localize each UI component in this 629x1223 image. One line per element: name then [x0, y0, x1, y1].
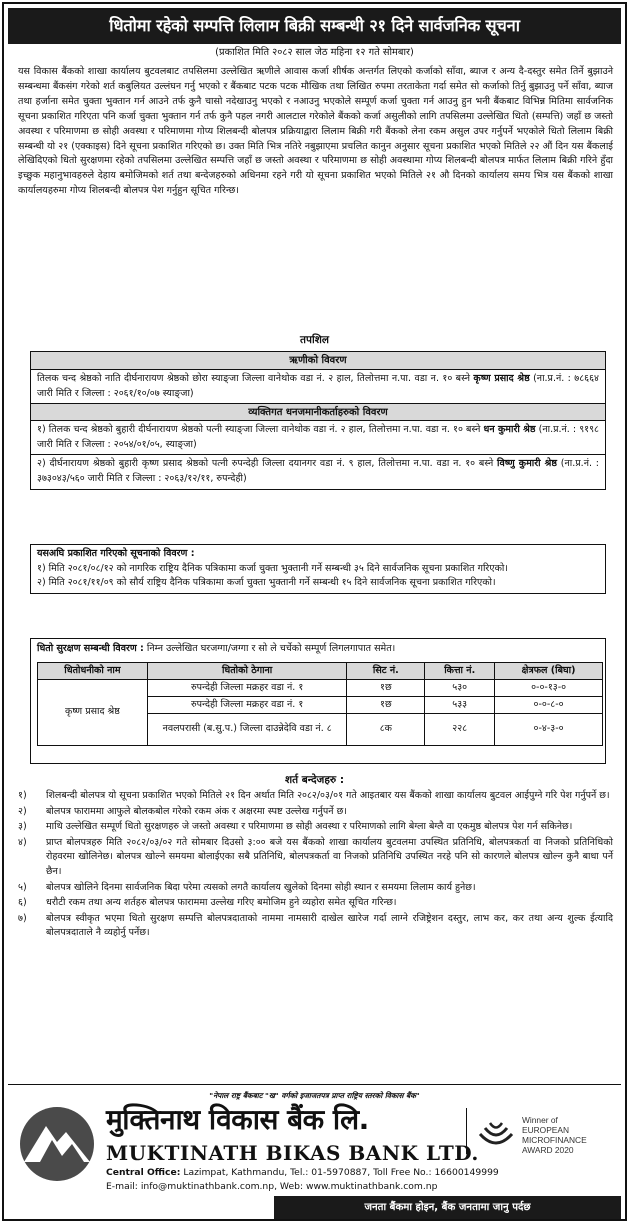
central-office-text: Lazimpat, Kathmandu, Tel.: 01-5970887, Toll Free No.: 16600149999	[180, 1167, 499, 1178]
col-owner: धितोधनीको नाम	[38, 663, 148, 680]
list-item	[18, 805, 613, 820]
col-area: क्षेत्रफल (बिघा)	[495, 663, 603, 680]
previous-notice-details	[31, 545, 605, 593]
guarantor-1-text: १) तिलक चन्द श्रेष्ठको बुहारी दीर्घनारायण श्रेष्ठको पत्नी स्याङ्जा जिल्ला वानेथोक वडा नं. २ हाल, तिलोत्तमा न.पा. वडा न. १० बस्ने	[37, 424, 484, 436]
security-table-header	[38, 663, 603, 680]
award-line-3: MICROFINANCE	[522, 1135, 587, 1145]
list-item	[18, 820, 613, 835]
intro-paragraph: यस विकास बैंकको शाखा कार्यालय बुटवलबाट तपसिलमा उल्लेखित ऋणीले आवास कर्जा शीर्षक अन्तर्गत लिएको कर्जाको साँवा, ब्याज र अन्य दै-दस्तुर समेत तिर्ने बुझाउने सम्बन्धमा बैंकसंग गरेको शर्त कबुलियत उल्लंघन गर्नु भएको र बैंकबाट पटक पटक मौखिक तथा लिखित रुपमा तरताकेता गर्दा समेत सो कर्जाको तिर्नु बुझाउनु पर्ने साँवा, ब्याज तथा हर्जाना समेत चुक्ता भुक्तान गर्न आउने तर्फ कुनै चासो नदेखाउनु भएको र नआउनु भएकोले सम्पूर्ण कर्जा चुक्ता गर्न आउनु हुन भनी बैंकबाट विभिन्न मितिमा सार्वजनिक सूचना प्रकाशित गरिएता पनि कर्जा चुक्ता भुक्तान गर्न तर्फ कुनै पहल नगरी आलटाल गरेकोले बैंकको कर्जा असुलीको लागि तपसिलमा उल्लेखित धितो (सम्पत्ति) जहाँ छ जस्तो अवस्था र परिमाणमा छ सोही अवस्था र परिमाणमा गोप्य शिलबन्दी बोलपत्र प्रक्रियाद्वारा लिलाम बिक्री गरी बैंकको लेना रकम असुल उपर गर्नुपर्ने भएकोले धितो लिलाम बिक्री सम्बन्धी यो २१ (एक्काइस) दिने सूचना प्रकाशित गरिएको छ। उक्त मिति भित्र नतिरे नबुझाएमा प्रचलित कानुन अनुसार सूचना प्रकाशित भएको मितिले २२ औं दिन यस बैंकलाई लेखिदिएको धितो सुरक्षणमा रहेको तपसिलमा उल्लेखित सम्पत्ति जहाँ छ जस्तो अवस्था र परिमाणमा छ सोही अवस्थामा गोप्य शिलबन्दी बोलपत्र मार्फत लिलाम बिक्री गरिने हुँदा इच्छुक महानुभावहरुले देहाय बमोजिमको शर्त तथा बन्देजहरुको अधिनमा रहने गरी यो सूचना प्रकाशित भएको मितिले २१ औ दिनको कार्यालय समय भित्र यस बैंकको शाखा कार्यालयहरुमा गोप्य शिलबन्दी बोलपत्र पेश गर्नुहुन सूचित गरिन्छ।	[18, 66, 613, 197]
borrower-heading: ऋणीको विवरण	[31, 352, 605, 370]
central-office-line	[106, 1167, 499, 1179]
area-cell: ०-४-३-०	[495, 714, 603, 746]
term-number: ६)	[18, 897, 27, 909]
guarantor-heading: व्यक्तिगत धनजमानीकर्ताहरुको विवरण	[31, 403, 605, 421]
term-text: धरौटी रकम तथा अन्य शर्तहरु बोलपत्र फाराममा उल्लेख गरिए बमोजिम हुने व्यहोरा समेत सूचित गरिन्छ।	[46, 897, 397, 909]
bank-name-nepali: मुक्तिनाथ विकास बैंक लि.	[106, 1103, 369, 1136]
notice-title: धितोमा रहेको सम्पत्ति लिलाम बिक्री सम्बन्धी २१ दिने सार्वजनिक सूचना	[8, 8, 621, 44]
guarantor-2	[31, 454, 605, 488]
kitta-cell: ५३०	[425, 680, 495, 697]
term-number: ४)	[18, 836, 27, 848]
award-text	[522, 1115, 587, 1155]
guarantor-1	[31, 421, 605, 454]
guarantor-1-name: धन कुमारी श्रेष्ठ	[483, 424, 536, 436]
table-row	[38, 680, 603, 697]
sheet-cell: ८क	[347, 714, 425, 746]
security-table	[37, 662, 603, 746]
previous-notice-2: २) मिति २०८१/११/०९ को सौर्य राष्ट्रिय दैनिक पत्रिकामा कर्जा चुक्ता भुक्तानी गर्ने सम्बन्धी १५ दिने सार्वजनिक सूचना प्रकाशित गरिएको।	[37, 577, 496, 589]
borrower-details	[31, 370, 605, 403]
bank-name-english: MUKTINATH BIKAS BANK LTD.	[106, 1141, 479, 1165]
license-line: "नेपाल राष्ट्र बैंकबाट "ख" वर्गको इजाजतपत्र प्राप्त राष्ट्रिय स्तरको विकास बैंक"	[209, 1091, 420, 1100]
list-item	[18, 881, 613, 896]
terms-title: शर्त बन्देजहरु :	[284, 774, 345, 786]
address-cell: रुपन्देही जिल्ला मक्रहर वडा नं. १	[147, 697, 347, 714]
guarantor-2-text: २) दीर्घनारायण श्रेष्ठको बुहारी कृष्ण प्रसाद श्रेष्ठको पत्नी रुपन्देही जिल्ला दयानगर वडा नं. ९ हाल, तिलोत्तमा न.पा. वडा न. १० बस्ने	[37, 458, 498, 470]
term-number: २)	[18, 805, 27, 817]
award-emblem-icon	[476, 1120, 516, 1150]
contact-email-web: E-mail: info@muktinathbank.com.np, Web: www.muktinathbank.com.np	[106, 1181, 438, 1192]
bank-slogan: जनता बैंकमा होइन, बैंक जनतामा जानु पर्दछ	[274, 1196, 621, 1220]
central-office-label: Central Office:	[106, 1167, 181, 1178]
security-heading-row	[31, 639, 605, 659]
previous-notice-1: १) मिति २०८१/०८/१२ को नागरिक राष्ट्रिय दैनिक पत्रिकामा कर्जा चुक्ता भुक्तानी गर्ने सम्बन्धी ३५ दिने सार्वजनिक सूचना प्रकाशित गरिएको।	[37, 562, 508, 574]
term-number: ३)	[18, 821, 27, 833]
term-text: बोलपत्र स्वीकृत भएमा धितो सुरक्षण सम्पत्ति बोलपत्रदाताको नाममा नामसारी दाखेल खारेज गर्दा लाग्ने रजिष्ट्रेशन दस्तुर, लाभ कर, कर तथा अन्य शुल्क ईत्यादि बोलपत्रदाताले नै व्यहोर्नु पर्नेछ।	[46, 912, 613, 939]
term-text: बोलपत्र फाराममा आफुले बोलकबोल गरेको रकम अंक र अक्षरमा स्पष्ट उल्लेख गर्नुपर्ने छ।	[46, 805, 347, 817]
footer-divider	[8, 1084, 621, 1085]
schedule-title: तपशिल	[300, 334, 329, 346]
security-heading: धितो सुरक्षण सम्बन्धी विवरण :	[37, 643, 144, 654]
kitta-cell: ५३३	[425, 697, 495, 714]
bank-logo-icon	[18, 1106, 96, 1182]
sheet-cell: १छ	[347, 697, 425, 714]
area-cell: ०-०-१३-०	[495, 680, 603, 697]
award-line-1: Winner of	[522, 1115, 558, 1125]
guarantor-2-id: (ना.प्र.नं. : ३७३०४३/५६० जारी मिति र जिल्ला : २०६३/१२/११, रुपन्देही)	[37, 458, 599, 484]
term-text: माथि उल्लेखित सम्पूर्ण धितो सुरक्षणहरु जे जस्तो अवस्था र परिमाणमा छ सोही अवस्था र परिमाणको लागि बेग्ला बेग्लै वा एकमुष्ठ बोलपत्र पेश गर्न सकिनेछ।	[46, 821, 573, 833]
borrower-guarantor-box	[30, 351, 606, 490]
previous-notice-heading: यसअघि प्रकाशित गरिएको सूचनाको विवरण :	[37, 548, 195, 559]
kitta-cell: २२८	[425, 714, 495, 746]
list-item	[18, 836, 613, 880]
guarantor-2-name: विष्णु कुमारी श्रेष्ठ	[497, 458, 557, 470]
list-item	[18, 912, 613, 941]
area-cell: ०-०-८-०	[495, 697, 603, 714]
list-item	[18, 896, 613, 911]
borrower-id: (ना.प्र.नं. : ७८६६४ जारी मिति र जिल्ला : २०६१/१०/०७ स्याङ्जा)	[37, 373, 599, 399]
col-kitta: कित्ता नं.	[425, 663, 495, 680]
owner-cell: कृष्ण प्रसाद श्रेष्ठ	[38, 680, 148, 746]
col-sheet: सिट नं.	[347, 663, 425, 680]
address-cell: रुपन्देही जिल्ला मक्रहर वडा नं. १	[147, 680, 347, 697]
award-line-4: AWARD 2020	[522, 1145, 574, 1155]
award-line-2: EUROPEAN	[522, 1125, 570, 1135]
borrower-name: कृष्ण प्रसाद श्रेष्ठ	[473, 373, 530, 384]
borrower-text: तिलक चन्द श्रेष्ठको नाति दीर्घनारायण श्रेष्ठको छोरा स्याङ्जा जिल्ला वानेथोक वडा नं. २ हाल, तिलोत्तमा न.पा. वडा न. १० बस्ने	[37, 373, 474, 384]
notice-page	[2, 2, 627, 1221]
award-divider	[466, 1108, 467, 1154]
term-text: बोलपत्र खोलिने दिनमा सार्वजनिक बिदा परेमा त्यसको लगतै कार्यालय खुलेको दिनमा सोही स्थान र समयमा लिलाम कार्य हुनेछ।	[46, 881, 476, 893]
term-number: ५)	[18, 881, 27, 893]
term-text: शिलबन्दी बोलपत्र यो सूचना प्रकाशित भएको मितिले २१ दिन अर्थात मिति २०८२/०३/०१ गते आइतबार यस बैंकको शाखा कार्यालय बुटवल आईपुग्ने गरि पेश गर्नुपर्ने छ।	[46, 790, 610, 801]
guarantor-1-id: (ना.प्र.नं. : ९१९८ जारी मिति र जिल्ला : २०५४/०१/०५, स्याङ्जा)	[37, 424, 599, 450]
published-date: (प्रकाशित मिति २०८२ साल जेठ महिना १२ गते सोमबार)	[215, 47, 414, 58]
list-item	[18, 789, 613, 804]
term-number: १)	[18, 790, 27, 801]
terms-list	[18, 789, 613, 942]
term-text: प्राप्त बोलपत्रहरु मिति २०८२/०३/०२ गते सोमबार दिउसो ३:०० बजे यस बैंकको शाखा कार्यालय बुटवलमा उपस्थित प्रतिनिधि, बोलपत्रकर्ता वा निजको प्रतिनिधिको रोहवरमा खोलिनेछ। बोलपत्र खोल्ने समयमा बोलाईएका सबै प्रतिनिधि, बोलपत्रकर्ता वा निजको प्रतिनिधि उपस्थित नरहे पनि सो कारणले बोलपत्र खोल्न कुनै बाधा पर्ने छैन।	[46, 836, 613, 877]
sheet-cell: १छ	[347, 680, 425, 697]
col-address: धितोको ठेगाना	[147, 663, 347, 680]
term-number: ७)	[18, 912, 27, 924]
previous-notice-box	[30, 544, 606, 594]
security-note: निम्न उल्लेखित घरजग्गा/जग्गा र सो ले चर्चेको सम्पूर्ण लिगलगापात समेत।	[143, 643, 396, 654]
address-cell: नवलपरासी (ब.सु.प.) जिल्ला दाउन्नेदेवि वडा नं. ८	[147, 714, 347, 746]
